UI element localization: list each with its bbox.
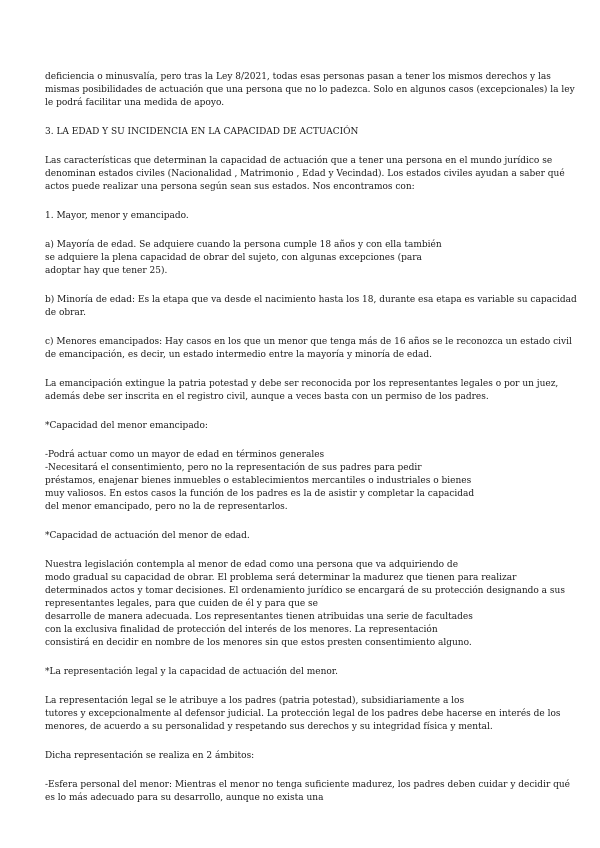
- document-body: [45, 71, 577, 805]
- text-line: denominan estados civiles (Nacionalidad , Matrimonio , Edad y Vecindad). Los estados civiles ayudan a saber qué: [45, 169, 565, 179]
- paragraph-gap: [45, 362, 565, 378]
- text-line: Nuestra legislación contempla al menor de edad como una persona que va adquiriendo de: [45, 560, 459, 570]
- text-line: muy valiosos. En estos casos la función de los padres es la de asistir y completar la capacidad: [45, 489, 475, 499]
- text-line: con la exclusiva finalidad de protección del interés de los menores. La representación: [45, 625, 438, 635]
- p-representacion: [45, 695, 565, 734]
- paragraph-gap: [45, 404, 565, 420]
- text-line: le podrá facilitar una medida de apoyo.: [45, 98, 225, 108]
- paragraph-gap: [45, 679, 565, 695]
- text-line: de obrar.: [45, 308, 86, 318]
- text-line: mismas posibilidades de actuación que una persona que no lo padezca. Solo en algunos casos (excepcionales) la ley: [45, 85, 575, 95]
- paragraph-gap: [45, 278, 565, 294]
- heading-section-3: [45, 126, 565, 139]
- text-line: La representación legal se le atribuye a los padres (patria potestad), subsidiariamente a los: [45, 696, 465, 706]
- paragraph-gap: [45, 139, 565, 155]
- text-line: -Esfera personal del menor: Mientras el menor no tenga suficiente madurez, los padres deben cuidar y decidir qué: [45, 780, 570, 790]
- text-line: b) Minoría de edad: Es la etapa que va desde el nacimiento hasta los 18, durante esa etapa es variable su capacidad: [45, 295, 577, 305]
- paragraph-gap: [45, 194, 565, 210]
- paragraph-gap: [45, 320, 565, 336]
- text-line: deficiencia o minusvalía, pero tras la Ley 8/2021, todas esas personas pasan a tener los mismos derechos y las: [45, 72, 551, 82]
- text-line: desarrolle de manera adecuada. Los representantes tienen atribuidas una serie de facultades: [45, 612, 473, 622]
- paragraph-gap: [45, 543, 565, 559]
- text-line: del menor emancipado, pero no la de representarlos.: [45, 502, 288, 512]
- text-line: se adquiere la plena capacidad de obrar del sujeto, con algunas excepciones (para: [45, 253, 422, 263]
- text-line: préstamos, enajenar bienes inmuebles o establecimientos mercantiles o industriales o bienes: [45, 476, 472, 486]
- text-line: -Podrá actuar como un mayor de edad en términos generales: [45, 450, 325, 460]
- text-line: *Capacidad de actuación del menor de edad.: [45, 531, 250, 541]
- text-line: consistirá en decidir en nombre de los menores sin que estos presten consentimiento alguno.: [45, 638, 472, 648]
- paragraph-gap: [45, 433, 565, 449]
- p-legislacion: [45, 559, 565, 650]
- text-line: es lo más adecuado para su desarrollo, aunque no exista una: [45, 793, 324, 803]
- text-line: menores, de acuerdo a su personalidad y respetando sus derechos y su integridad física y mental.: [45, 722, 493, 732]
- p-estados-civiles: [45, 155, 565, 194]
- paragraph-gap: [45, 763, 565, 779]
- text-line: modo gradual su capacidad de obrar. El problema será determinar la madurez que tienen para realizar: [45, 573, 517, 583]
- p-emancipacion: [45, 378, 565, 404]
- text-line: 1. Mayor, menor y emancipado.: [45, 211, 189, 221]
- text-line: a) Mayoría de edad. Se adquiere cuando la persona cumple 18 años y con ella también: [45, 240, 442, 250]
- p-ambitos: [45, 750, 565, 763]
- paragraph-gap: [45, 514, 565, 530]
- text-line: determinados actos y tomar decisiones. El ordenamiento jurídico se encargará de su protección designando a sus: [45, 586, 565, 596]
- list-heading-1: [45, 210, 565, 223]
- text-line: tutores y excepcionalmente al defensor judicial. La protección legal de los padres debe hacerse en interés de los: [45, 709, 561, 719]
- text-line: *La representación legal y la capacidad de actuación del menor.: [45, 667, 338, 677]
- text-line: -Necesitará el consentimiento, pero no la representación de sus padres para pedir: [45, 463, 422, 473]
- text-line: La emancipación extingue la patria potestad y debe ser reconocida por los representantes legales o por un juez,: [45, 379, 559, 389]
- p-intro: [45, 71, 575, 110]
- p-esfera-personal: [45, 779, 570, 805]
- text-line: Las características que determinan la capacidad de actuación que a tener una persona en el mundo jurídico se: [45, 156, 553, 166]
- text-line: 3. LA EDAD Y SU INCIDENCIA EN LA CAPACIDAD DE ACTUACIÓN: [45, 127, 359, 137]
- text-line: de emancipación, es decir, un estado intermedio entre la mayoría y minoría de edad.: [45, 350, 432, 360]
- text-line: representantes legales, para que cuiden de él y para que se: [45, 599, 319, 609]
- text-line: *Capacidad del menor emancipado:: [45, 421, 208, 431]
- p-minoria: [45, 294, 577, 320]
- text-line: actos puede realizar una persona según sean sus estados. Nos encontramos con:: [45, 182, 415, 192]
- paragraph-gap: [45, 650, 565, 666]
- paragraph-gap: [45, 734, 565, 750]
- p-capacidad-emancipado: [45, 449, 565, 514]
- text-line: adoptar hay que tener 25).: [45, 266, 168, 276]
- sub-capacidad-menor: [45, 530, 565, 543]
- text-line: Dicha representación se realiza en 2 ámbitos:: [45, 751, 255, 761]
- paragraph-gap: [45, 223, 565, 239]
- sub-capacidad-emancipado: [45, 420, 565, 433]
- p-emancipados: [45, 336, 572, 362]
- paragraph-gap: [45, 110, 565, 126]
- text-line: además debe ser inscrita en el registro civil, aunque a veces basta con un permiso de los padres.: [45, 392, 489, 402]
- sub-representacion: [45, 666, 565, 679]
- text-line: c) Menores emancipados: Hay casos en los que un menor que tenga más de 16 años se le reconozca un estado civil: [45, 337, 572, 347]
- p-mayoria: [45, 239, 565, 278]
